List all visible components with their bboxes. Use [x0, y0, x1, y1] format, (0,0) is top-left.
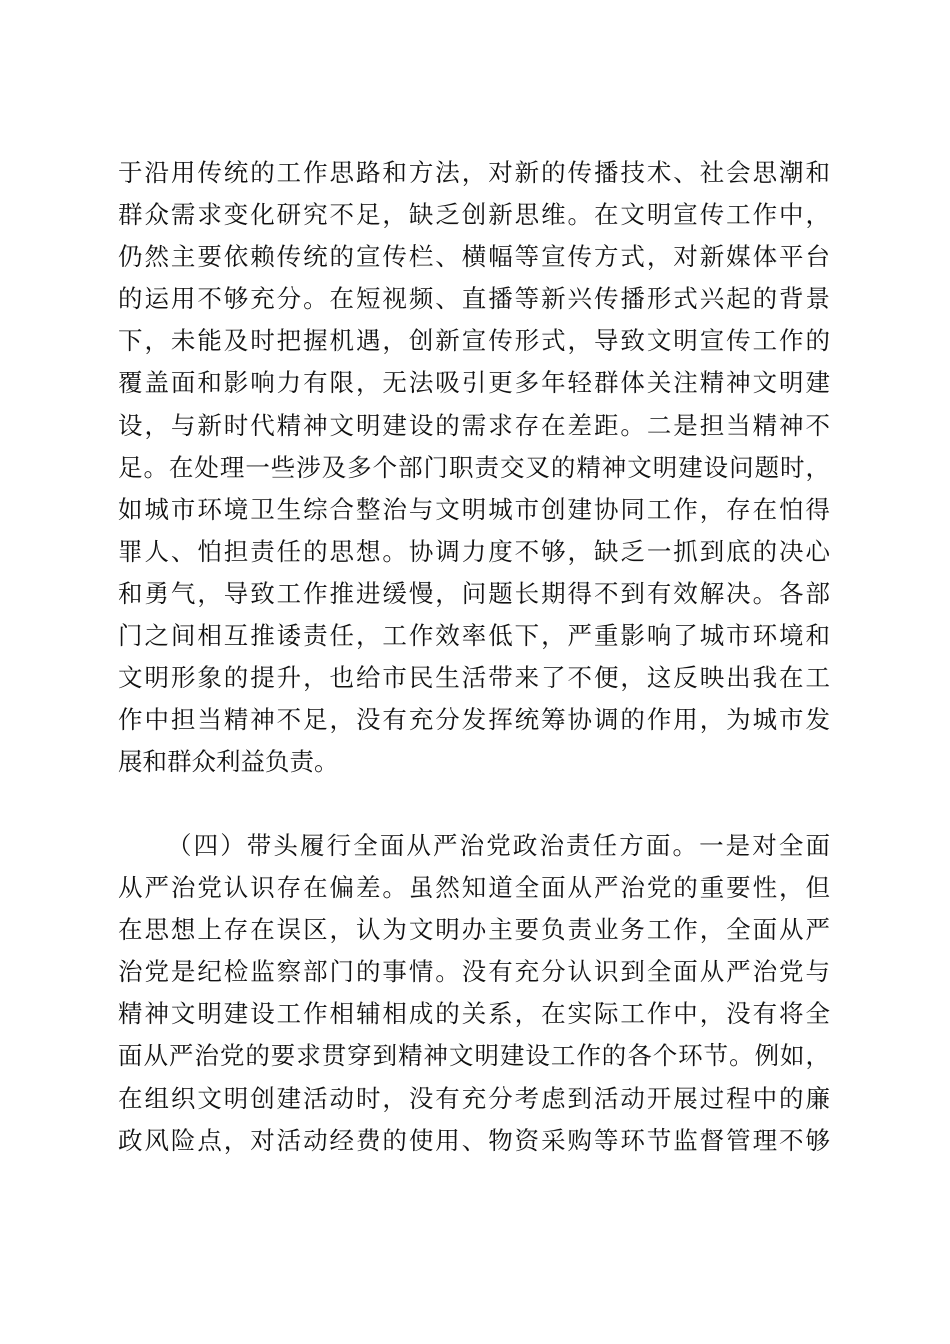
text-line: 从严治党认识存在偏差。虽然知道全面从严治党的重要性，但 [118, 873, 830, 903]
paragraph-section-four [118, 825, 830, 1162]
section-heading-line: （四）带头履行全面从严治党政治责任方面。一是对全面 [167, 831, 830, 860]
text-line: 群众需求变化研究不足，缺乏创新思维。在文明宣传工作中， [118, 200, 830, 230]
text-line: 下，未能及时把握机遇，创新宣传形式，导致文明宣传工作的 [118, 326, 830, 356]
text-line: 精神文明建设工作相辅相成的关系，在实际工作中，没有将全 [118, 999, 830, 1029]
paragraph-continuation [118, 152, 830, 783]
text-line: 足。在处理一些涉及多个部门职责交叉的精神文明建设问题时， [118, 452, 830, 482]
text-line: 面从严治党的要求贯穿到精神文明建设工作的各个环节。例如， [118, 1041, 830, 1071]
text-line: 门之间相互推诿责任，工作效率低下，严重影响了城市环境和 [118, 621, 830, 651]
text-line: 设，与新时代精神文明建设的需求存在差距。二是担当精神不 [118, 410, 830, 440]
text-line: 文明形象的提升，也给市民生活带来了不便，这反映出我在工 [118, 663, 830, 693]
text-line: 展和群众利益负责。 [118, 747, 339, 777]
text-line: 在思想上存在误区，认为文明办主要负责业务工作，全面从严 [118, 915, 830, 945]
text-line: 和勇气，导致工作推进缓慢，问题长期得不到有效解决。各部 [118, 578, 830, 608]
text-line: 的运用不够充分。在短视频、直播等新兴传播形式兴起的背景 [118, 284, 830, 314]
text-line: 治党是纪检监察部门的事情。没有充分认识到全面从严治党与 [118, 957, 830, 987]
text-line: 在组织文明创建活动时，没有充分考虑到活动开展过程中的廉 [118, 1083, 830, 1113]
text-line: 作中担当精神不足，没有充分发挥统筹协调的作用，为城市发 [118, 705, 830, 735]
text-line: 罪人、怕担责任的思想。协调力度不够，缺乏一抓到底的决心 [118, 536, 830, 566]
text-line: 于沿用传统的工作思路和方法，对新的传播技术、社会思潮和 [118, 158, 830, 187]
text-line: 仍然主要依赖传统的宣传栏、横幅等宣传方式，对新媒体平台 [118, 242, 830, 272]
text-line: 政风险点，对活动经费的使用、物资采购等环节监督管理不够 [118, 1125, 830, 1155]
text-line: 如城市环境卫生综合整治与文明城市创建协同工作，存在怕得 [118, 494, 830, 524]
text-line: 覆盖面和影响力有限，无法吸引更多年轻群体关注精神文明建 [118, 368, 830, 398]
